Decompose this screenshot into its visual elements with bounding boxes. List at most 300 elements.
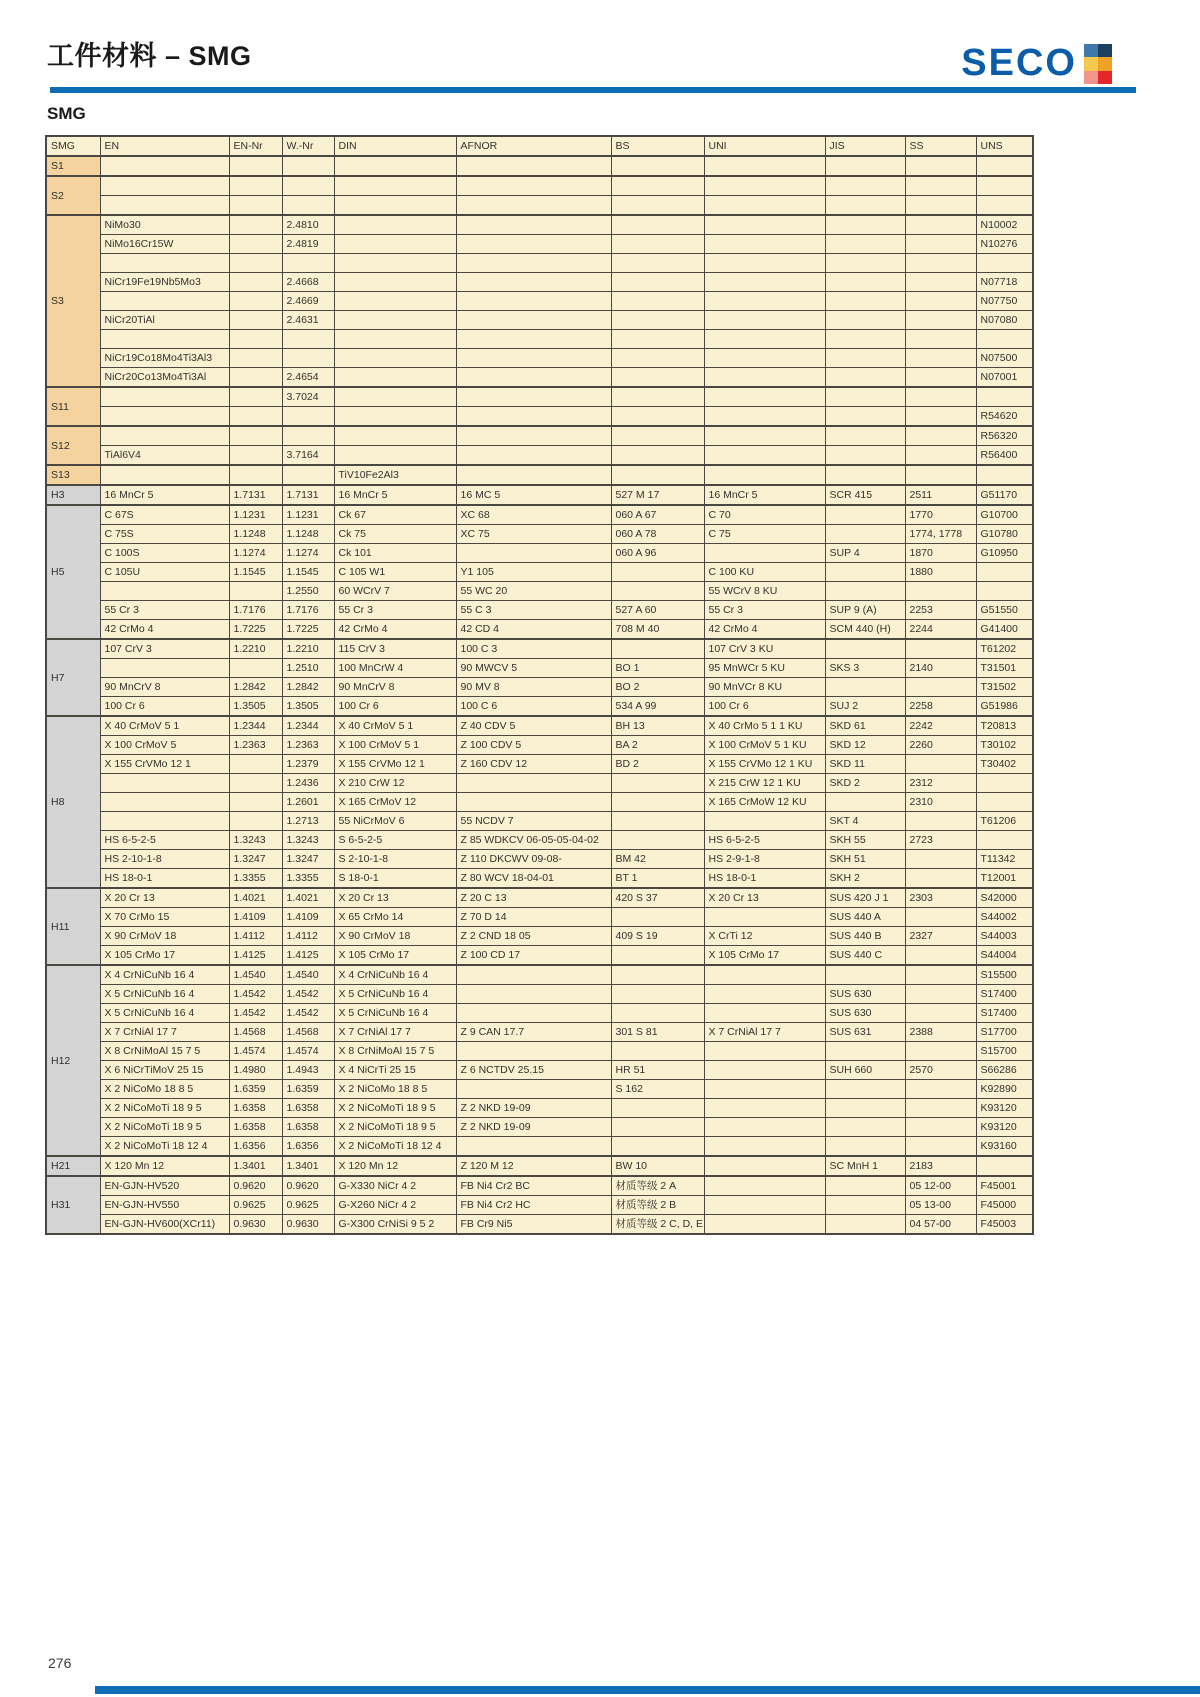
cell-bs bbox=[611, 292, 704, 311]
cell-en: X 70 CrMo 15 bbox=[100, 908, 229, 927]
table-row bbox=[46, 254, 1033, 273]
cell-bs bbox=[611, 812, 704, 831]
cell-en: X 105 CrMo 17 bbox=[100, 946, 229, 966]
cell-en-nr: 1.4568 bbox=[229, 1023, 282, 1042]
table-header-row bbox=[46, 136, 1033, 156]
cell-ss: 2303 bbox=[905, 888, 976, 908]
cell-jis bbox=[825, 793, 905, 812]
cell-w-nr bbox=[282, 349, 334, 368]
cell-din: G-X260 NiCr 4 2 bbox=[334, 1196, 456, 1215]
cell-jis bbox=[825, 176, 905, 196]
cell-uns: G41400 bbox=[976, 620, 1033, 640]
table-row bbox=[46, 349, 1033, 368]
cell-jis: SKD 2 bbox=[825, 774, 905, 793]
cell-w-nr: 2.4819 bbox=[282, 235, 334, 254]
cell-bs bbox=[611, 1004, 704, 1023]
cell-uns bbox=[976, 563, 1033, 582]
cell-en: X 2 NiCoMoTi 18 9 5 bbox=[100, 1118, 229, 1137]
cell-din: X 40 CrMoV 5 1 bbox=[334, 716, 456, 736]
cell-uni: 100 Cr 6 bbox=[704, 697, 825, 717]
cell-din: 115 CrV 3 bbox=[334, 639, 456, 659]
cell-en-nr bbox=[229, 176, 282, 196]
cell-din: X 100 CrMoV 5 1 bbox=[334, 736, 456, 755]
cell-afnor: 55 C 3 bbox=[456, 601, 611, 620]
cell-jis bbox=[825, 446, 905, 466]
cell-afnor: 55 WC 20 bbox=[456, 582, 611, 601]
cell-en: HS 6-5-2-5 bbox=[100, 831, 229, 850]
cell-bs: 420 S 37 bbox=[611, 888, 704, 908]
cell-uns: T30402 bbox=[976, 755, 1033, 774]
cell-w-nr: 2.4669 bbox=[282, 292, 334, 311]
cell-ss bbox=[905, 965, 976, 985]
cell-din: X 5 CrNiCuNb 16 4 bbox=[334, 985, 456, 1004]
cell-uni: X 165 CrMoW 12 KU bbox=[704, 793, 825, 812]
cell-jis: SKH 51 bbox=[825, 850, 905, 869]
smg-group-label: S1 bbox=[46, 156, 100, 176]
cell-w-nr bbox=[282, 330, 334, 349]
cell-afnor bbox=[456, 1004, 611, 1023]
cell-din bbox=[334, 156, 456, 176]
cell-din: 100 MnCrW 4 bbox=[334, 659, 456, 678]
cell-afnor bbox=[456, 446, 611, 466]
footer-bar bbox=[95, 1686, 1200, 1694]
cell-din: S 2-10-1-8 bbox=[334, 850, 456, 869]
cell-w-nr: 1.1545 bbox=[282, 563, 334, 582]
cell-uni bbox=[704, 349, 825, 368]
cell-ss bbox=[905, 582, 976, 601]
cell-jis bbox=[825, 156, 905, 176]
cell-ss: 2511 bbox=[905, 485, 976, 505]
table-row bbox=[46, 196, 1033, 216]
cell-en-nr bbox=[229, 426, 282, 446]
cell-din: 55 Cr 3 bbox=[334, 601, 456, 620]
cell-uns bbox=[976, 774, 1033, 793]
cell-din: X 5 CrNiCuNb 16 4 bbox=[334, 1004, 456, 1023]
cell-afnor: Z 40 CDV 5 bbox=[456, 716, 611, 736]
table-row bbox=[46, 407, 1033, 427]
cell-ss bbox=[905, 1042, 976, 1061]
cell-uns: S15700 bbox=[976, 1042, 1033, 1061]
cell-en-nr bbox=[229, 156, 282, 176]
cell-uni bbox=[704, 1176, 825, 1196]
logo-square-icon bbox=[1098, 57, 1112, 70]
cell-afnor bbox=[456, 387, 611, 407]
cell-afnor bbox=[456, 544, 611, 563]
smg-group-label: S3 bbox=[46, 215, 100, 387]
cell-en-nr: 1.1545 bbox=[229, 563, 282, 582]
cell-w-nr: 1.3247 bbox=[282, 850, 334, 869]
cell-jis bbox=[825, 563, 905, 582]
cell-jis: SUJ 2 bbox=[825, 697, 905, 717]
cell-afnor bbox=[456, 311, 611, 330]
table-row bbox=[46, 1118, 1033, 1137]
cell-w-nr: 1.6359 bbox=[282, 1080, 334, 1099]
smg-group-label: H21 bbox=[46, 1156, 100, 1176]
cell-en: X 7 CrNiAl 17 7 bbox=[100, 1023, 229, 1042]
cell-en: X 5 CrNiCuNb 16 4 bbox=[100, 1004, 229, 1023]
cell-jis: SUS 420 J 1 bbox=[825, 888, 905, 908]
table-row bbox=[46, 774, 1033, 793]
cell-jis: SKH 55 bbox=[825, 831, 905, 850]
cell-en-nr: 1.3505 bbox=[229, 697, 282, 717]
cell-en-nr bbox=[229, 755, 282, 774]
cell-bs bbox=[611, 465, 704, 485]
cell-uni: C 75 bbox=[704, 525, 825, 544]
cell-afnor: Z 85 WDKCV 06-05-05-04-02 bbox=[456, 831, 611, 850]
cell-en bbox=[100, 196, 229, 216]
cell-jis bbox=[825, 292, 905, 311]
cell-din: 42 CrMo 4 bbox=[334, 620, 456, 640]
cell-uns: T31502 bbox=[976, 678, 1033, 697]
cell-en: C 75S bbox=[100, 525, 229, 544]
cell-uns: F45000 bbox=[976, 1196, 1033, 1215]
cell-uni bbox=[704, 368, 825, 388]
col-header-din: DIN bbox=[334, 136, 456, 156]
cell-en bbox=[100, 330, 229, 349]
table-row bbox=[46, 311, 1033, 330]
cell-w-nr bbox=[282, 254, 334, 273]
table-row bbox=[46, 716, 1033, 736]
cell-uns: R54620 bbox=[976, 407, 1033, 427]
cell-w-nr: 1.2344 bbox=[282, 716, 334, 736]
cell-en: NiCr19Fe19Nb5Mo3 bbox=[100, 273, 229, 292]
cell-din: C 105 W1 bbox=[334, 563, 456, 582]
cell-en: NiMo30 bbox=[100, 215, 229, 235]
cell-ss bbox=[905, 678, 976, 697]
cell-ss bbox=[905, 156, 976, 176]
cell-en-nr: 1.7131 bbox=[229, 485, 282, 505]
cell-en-nr: 1.6358 bbox=[229, 1099, 282, 1118]
cell-uni: HS 6-5-2-5 bbox=[704, 831, 825, 850]
cell-jis: SUS 630 bbox=[825, 985, 905, 1004]
cell-uns bbox=[976, 831, 1033, 850]
cell-jis: SUS 440 B bbox=[825, 927, 905, 946]
cell-en: X 20 Cr 13 bbox=[100, 888, 229, 908]
cell-afnor bbox=[456, 965, 611, 985]
cell-bs bbox=[611, 563, 704, 582]
cell-uns: S44002 bbox=[976, 908, 1033, 927]
cell-en-nr: 1.6358 bbox=[229, 1118, 282, 1137]
cell-en: X 4 CrNiCuNb 16 4 bbox=[100, 965, 229, 985]
cell-din: 60 WCrV 7 bbox=[334, 582, 456, 601]
cell-en bbox=[100, 582, 229, 601]
cell-en: C 67S bbox=[100, 505, 229, 525]
cell-en bbox=[100, 407, 229, 427]
cell-din: X 2 NiCoMoTi 18 12 4 bbox=[334, 1137, 456, 1157]
page-title: 工件材料 – SMG bbox=[47, 41, 252, 71]
cell-din: X 65 CrMo 14 bbox=[334, 908, 456, 927]
cell-ss bbox=[905, 196, 976, 216]
cell-bs: 060 A 67 bbox=[611, 505, 704, 525]
cell-jis: SUH 660 bbox=[825, 1061, 905, 1080]
cell-uni bbox=[704, 1118, 825, 1137]
cell-w-nr: 1.1274 bbox=[282, 544, 334, 563]
cell-bs: 534 A 99 bbox=[611, 697, 704, 717]
cell-bs: BW 10 bbox=[611, 1156, 704, 1176]
cell-uns bbox=[976, 1156, 1033, 1176]
cell-uns: N07750 bbox=[976, 292, 1033, 311]
table-row bbox=[46, 330, 1033, 349]
table-row bbox=[46, 215, 1033, 235]
cell-en-nr: 1.7225 bbox=[229, 620, 282, 640]
table-row bbox=[46, 620, 1033, 640]
cell-w-nr: 1.4943 bbox=[282, 1061, 334, 1080]
cell-uns: N07500 bbox=[976, 349, 1033, 368]
cell-w-nr: 1.1231 bbox=[282, 505, 334, 525]
cell-uni bbox=[704, 812, 825, 831]
cell-en: 42 CrMo 4 bbox=[100, 620, 229, 640]
table-row bbox=[46, 1196, 1033, 1215]
cell-w-nr: 1.7176 bbox=[282, 601, 334, 620]
cell-uns: K93120 bbox=[976, 1099, 1033, 1118]
cell-en-nr: 1.4109 bbox=[229, 908, 282, 927]
table-row bbox=[46, 601, 1033, 620]
cell-jis bbox=[825, 426, 905, 446]
cell-din: X 2 NiCoMoTi 18 9 5 bbox=[334, 1118, 456, 1137]
cell-uns: T61206 bbox=[976, 812, 1033, 831]
col-header-jis: JIS bbox=[825, 136, 905, 156]
cell-en: X 155 CrVMo 12 1 bbox=[100, 755, 229, 774]
cell-ss: 2258 bbox=[905, 697, 976, 717]
cell-afnor bbox=[456, 235, 611, 254]
cell-w-nr: 1.3355 bbox=[282, 869, 334, 889]
cell-ss bbox=[905, 311, 976, 330]
cell-uns bbox=[976, 582, 1033, 601]
cell-uns bbox=[976, 387, 1033, 407]
cell-en bbox=[100, 156, 229, 176]
cell-din: 55 NiCrMoV 6 bbox=[334, 812, 456, 831]
cell-afnor: Z 100 CD 17 bbox=[456, 946, 611, 966]
cell-din: X 20 Cr 13 bbox=[334, 888, 456, 908]
col-header-afnor: AFNOR bbox=[456, 136, 611, 156]
cell-en-nr bbox=[229, 407, 282, 427]
cell-uns: G51986 bbox=[976, 697, 1033, 717]
cell-uni bbox=[704, 1196, 825, 1215]
cell-jis: SUS 631 bbox=[825, 1023, 905, 1042]
cell-jis bbox=[825, 505, 905, 525]
cell-din: Ck 67 bbox=[334, 505, 456, 525]
cell-ss bbox=[905, 368, 976, 388]
cell-bs bbox=[611, 196, 704, 216]
cell-uns: G10780 bbox=[976, 525, 1033, 544]
table-row bbox=[46, 965, 1033, 985]
col-header-en-nr: EN-Nr bbox=[229, 136, 282, 156]
cell-uns: N10276 bbox=[976, 235, 1033, 254]
cell-afnor bbox=[456, 1080, 611, 1099]
cell-jis: SKD 11 bbox=[825, 755, 905, 774]
cell-w-nr: 1.2436 bbox=[282, 774, 334, 793]
cell-din bbox=[334, 311, 456, 330]
cell-jis bbox=[825, 1099, 905, 1118]
cell-ss bbox=[905, 349, 976, 368]
cell-din bbox=[334, 349, 456, 368]
cell-jis bbox=[825, 1118, 905, 1137]
cell-din: Ck 75 bbox=[334, 525, 456, 544]
smg-group-label: H31 bbox=[46, 1176, 100, 1234]
table-row bbox=[46, 1061, 1033, 1080]
cell-bs: 060 A 96 bbox=[611, 544, 704, 563]
cell-jis: SUP 9 (A) bbox=[825, 601, 905, 620]
cell-jis: SCR 415 bbox=[825, 485, 905, 505]
cell-bs: BA 2 bbox=[611, 736, 704, 755]
cell-jis: SC MnH 1 bbox=[825, 1156, 905, 1176]
cell-bs bbox=[611, 426, 704, 446]
cell-afnor: Z 2 NKD 19-09 bbox=[456, 1099, 611, 1118]
table-row bbox=[46, 426, 1033, 446]
table-row bbox=[46, 639, 1033, 659]
cell-uns: K92890 bbox=[976, 1080, 1033, 1099]
cell-din bbox=[334, 407, 456, 427]
cell-uni bbox=[704, 1099, 825, 1118]
cell-ss bbox=[905, 330, 976, 349]
cell-din: X 2 NiCoMo 18 8 5 bbox=[334, 1080, 456, 1099]
smg-group-label: S13 bbox=[46, 465, 100, 485]
cell-ss: 2570 bbox=[905, 1061, 976, 1080]
cell-afnor: Z 100 CDV 5 bbox=[456, 736, 611, 755]
cell-en-nr: 1.4112 bbox=[229, 927, 282, 946]
cell-afnor: Z 6 NCTDV 25.15 bbox=[456, 1061, 611, 1080]
cell-afnor: Z 20 C 13 bbox=[456, 888, 611, 908]
cell-w-nr: 1.2379 bbox=[282, 755, 334, 774]
cell-en: NiCr20TiAl bbox=[100, 311, 229, 330]
cell-bs: BH 13 bbox=[611, 716, 704, 736]
cell-w-nr: 2.4631 bbox=[282, 311, 334, 330]
cell-jis: SUS 440 A bbox=[825, 908, 905, 927]
cell-uni: 95 MnWCr 5 KU bbox=[704, 659, 825, 678]
cell-din: 100 Cr 6 bbox=[334, 697, 456, 717]
cell-uni: C 100 KU bbox=[704, 563, 825, 582]
cell-w-nr: 1.4109 bbox=[282, 908, 334, 927]
cell-afnor: XC 75 bbox=[456, 525, 611, 544]
cell-afnor bbox=[456, 156, 611, 176]
cell-w-nr: 3.7164 bbox=[282, 446, 334, 466]
table-row bbox=[46, 235, 1033, 254]
cell-afnor: Y1 105 bbox=[456, 563, 611, 582]
table-row bbox=[46, 755, 1033, 774]
cell-en-nr bbox=[229, 659, 282, 678]
cell-w-nr bbox=[282, 196, 334, 216]
cell-bs: 708 M 40 bbox=[611, 620, 704, 640]
cell-en-nr bbox=[229, 465, 282, 485]
cell-w-nr bbox=[282, 426, 334, 446]
table-row bbox=[46, 582, 1033, 601]
cell-en: X 90 CrMoV 18 bbox=[100, 927, 229, 946]
cell-jis bbox=[825, 349, 905, 368]
cell-en: 16 MnCr 5 bbox=[100, 485, 229, 505]
cell-jis: SKS 3 bbox=[825, 659, 905, 678]
cell-uns: S44003 bbox=[976, 927, 1033, 946]
cell-ss bbox=[905, 869, 976, 889]
cell-bs: S 162 bbox=[611, 1080, 704, 1099]
cell-en-nr: 1.4574 bbox=[229, 1042, 282, 1061]
cell-bs bbox=[611, 1118, 704, 1137]
cell-en: C 100S bbox=[100, 544, 229, 563]
cell-afnor: Z 70 D 14 bbox=[456, 908, 611, 927]
cell-din bbox=[334, 330, 456, 349]
cell-bs bbox=[611, 215, 704, 235]
cell-afnor bbox=[456, 985, 611, 1004]
seco-logo bbox=[961, 44, 1112, 84]
cell-jis bbox=[825, 368, 905, 388]
cell-din bbox=[334, 215, 456, 235]
cell-din bbox=[334, 426, 456, 446]
cell-ss bbox=[905, 1137, 976, 1157]
cell-jis bbox=[825, 215, 905, 235]
table-row bbox=[46, 946, 1033, 966]
cell-afnor bbox=[456, 254, 611, 273]
cell-uns: S17400 bbox=[976, 985, 1033, 1004]
cell-jis: SKD 12 bbox=[825, 736, 905, 755]
cell-ss bbox=[905, 755, 976, 774]
cell-afnor: Z 9 CAN 17.7 bbox=[456, 1023, 611, 1042]
cell-ss: 1774, 1778 bbox=[905, 525, 976, 544]
cell-ss: 2242 bbox=[905, 716, 976, 736]
cell-ss: 05 13-00 bbox=[905, 1196, 976, 1215]
cell-afnor: 100 C 6 bbox=[456, 697, 611, 717]
cell-en-nr bbox=[229, 387, 282, 407]
cell-ss: 2140 bbox=[905, 659, 976, 678]
cell-afnor bbox=[456, 330, 611, 349]
col-header-uns: UNS bbox=[976, 136, 1033, 156]
cell-uni: X 20 Cr 13 bbox=[704, 888, 825, 908]
cell-en: X 40 CrMoV 5 1 bbox=[100, 716, 229, 736]
cell-uns: G10700 bbox=[976, 505, 1033, 525]
cell-bs: BO 1 bbox=[611, 659, 704, 678]
cell-ss: 2388 bbox=[905, 1023, 976, 1042]
cell-w-nr: 1.7131 bbox=[282, 485, 334, 505]
cell-en-nr: 1.1231 bbox=[229, 505, 282, 525]
cell-afnor: 16 MC 5 bbox=[456, 485, 611, 505]
table-row bbox=[46, 505, 1033, 525]
cell-en: TiAl6V4 bbox=[100, 446, 229, 466]
cell-afnor bbox=[456, 407, 611, 427]
cell-en-nr: 0.9625 bbox=[229, 1196, 282, 1215]
cell-din: S 6-5-2-5 bbox=[334, 831, 456, 850]
table-row bbox=[46, 485, 1033, 505]
cell-din: X 90 CrMoV 18 bbox=[334, 927, 456, 946]
cell-en-nr: 1.2344 bbox=[229, 716, 282, 736]
table-row bbox=[46, 525, 1033, 544]
cell-uns bbox=[976, 156, 1033, 176]
cell-bs bbox=[611, 330, 704, 349]
cell-bs bbox=[611, 254, 704, 273]
cell-uni: 90 MnVCr 8 KU bbox=[704, 678, 825, 697]
cell-en: EN-GJN-HV600(XCr11) bbox=[100, 1215, 229, 1235]
cell-uns: T12001 bbox=[976, 869, 1033, 889]
table-row bbox=[46, 1176, 1033, 1196]
cell-en bbox=[100, 659, 229, 678]
cell-en-nr: 1.7176 bbox=[229, 601, 282, 620]
cell-w-nr: 2.4810 bbox=[282, 215, 334, 235]
cell-uns: K93160 bbox=[976, 1137, 1033, 1157]
cell-ss bbox=[905, 254, 976, 273]
cell-bs bbox=[611, 349, 704, 368]
cell-uni: X 105 CrMo 17 bbox=[704, 946, 825, 966]
cell-w-nr bbox=[282, 176, 334, 196]
cell-w-nr: 1.3243 bbox=[282, 831, 334, 850]
cell-bs: BM 42 bbox=[611, 850, 704, 869]
cell-en-nr bbox=[229, 774, 282, 793]
cell-din: X 105 CrMo 17 bbox=[334, 946, 456, 966]
header-divider bbox=[50, 87, 1136, 93]
cell-w-nr: 1.4574 bbox=[282, 1042, 334, 1061]
cell-uni bbox=[704, 235, 825, 254]
cell-uns: S42000 bbox=[976, 888, 1033, 908]
cell-ss bbox=[905, 812, 976, 831]
seco-logo-text: SECO bbox=[961, 42, 1077, 84]
table-row bbox=[46, 544, 1033, 563]
cell-uni: HS 2-9-1-8 bbox=[704, 850, 825, 869]
